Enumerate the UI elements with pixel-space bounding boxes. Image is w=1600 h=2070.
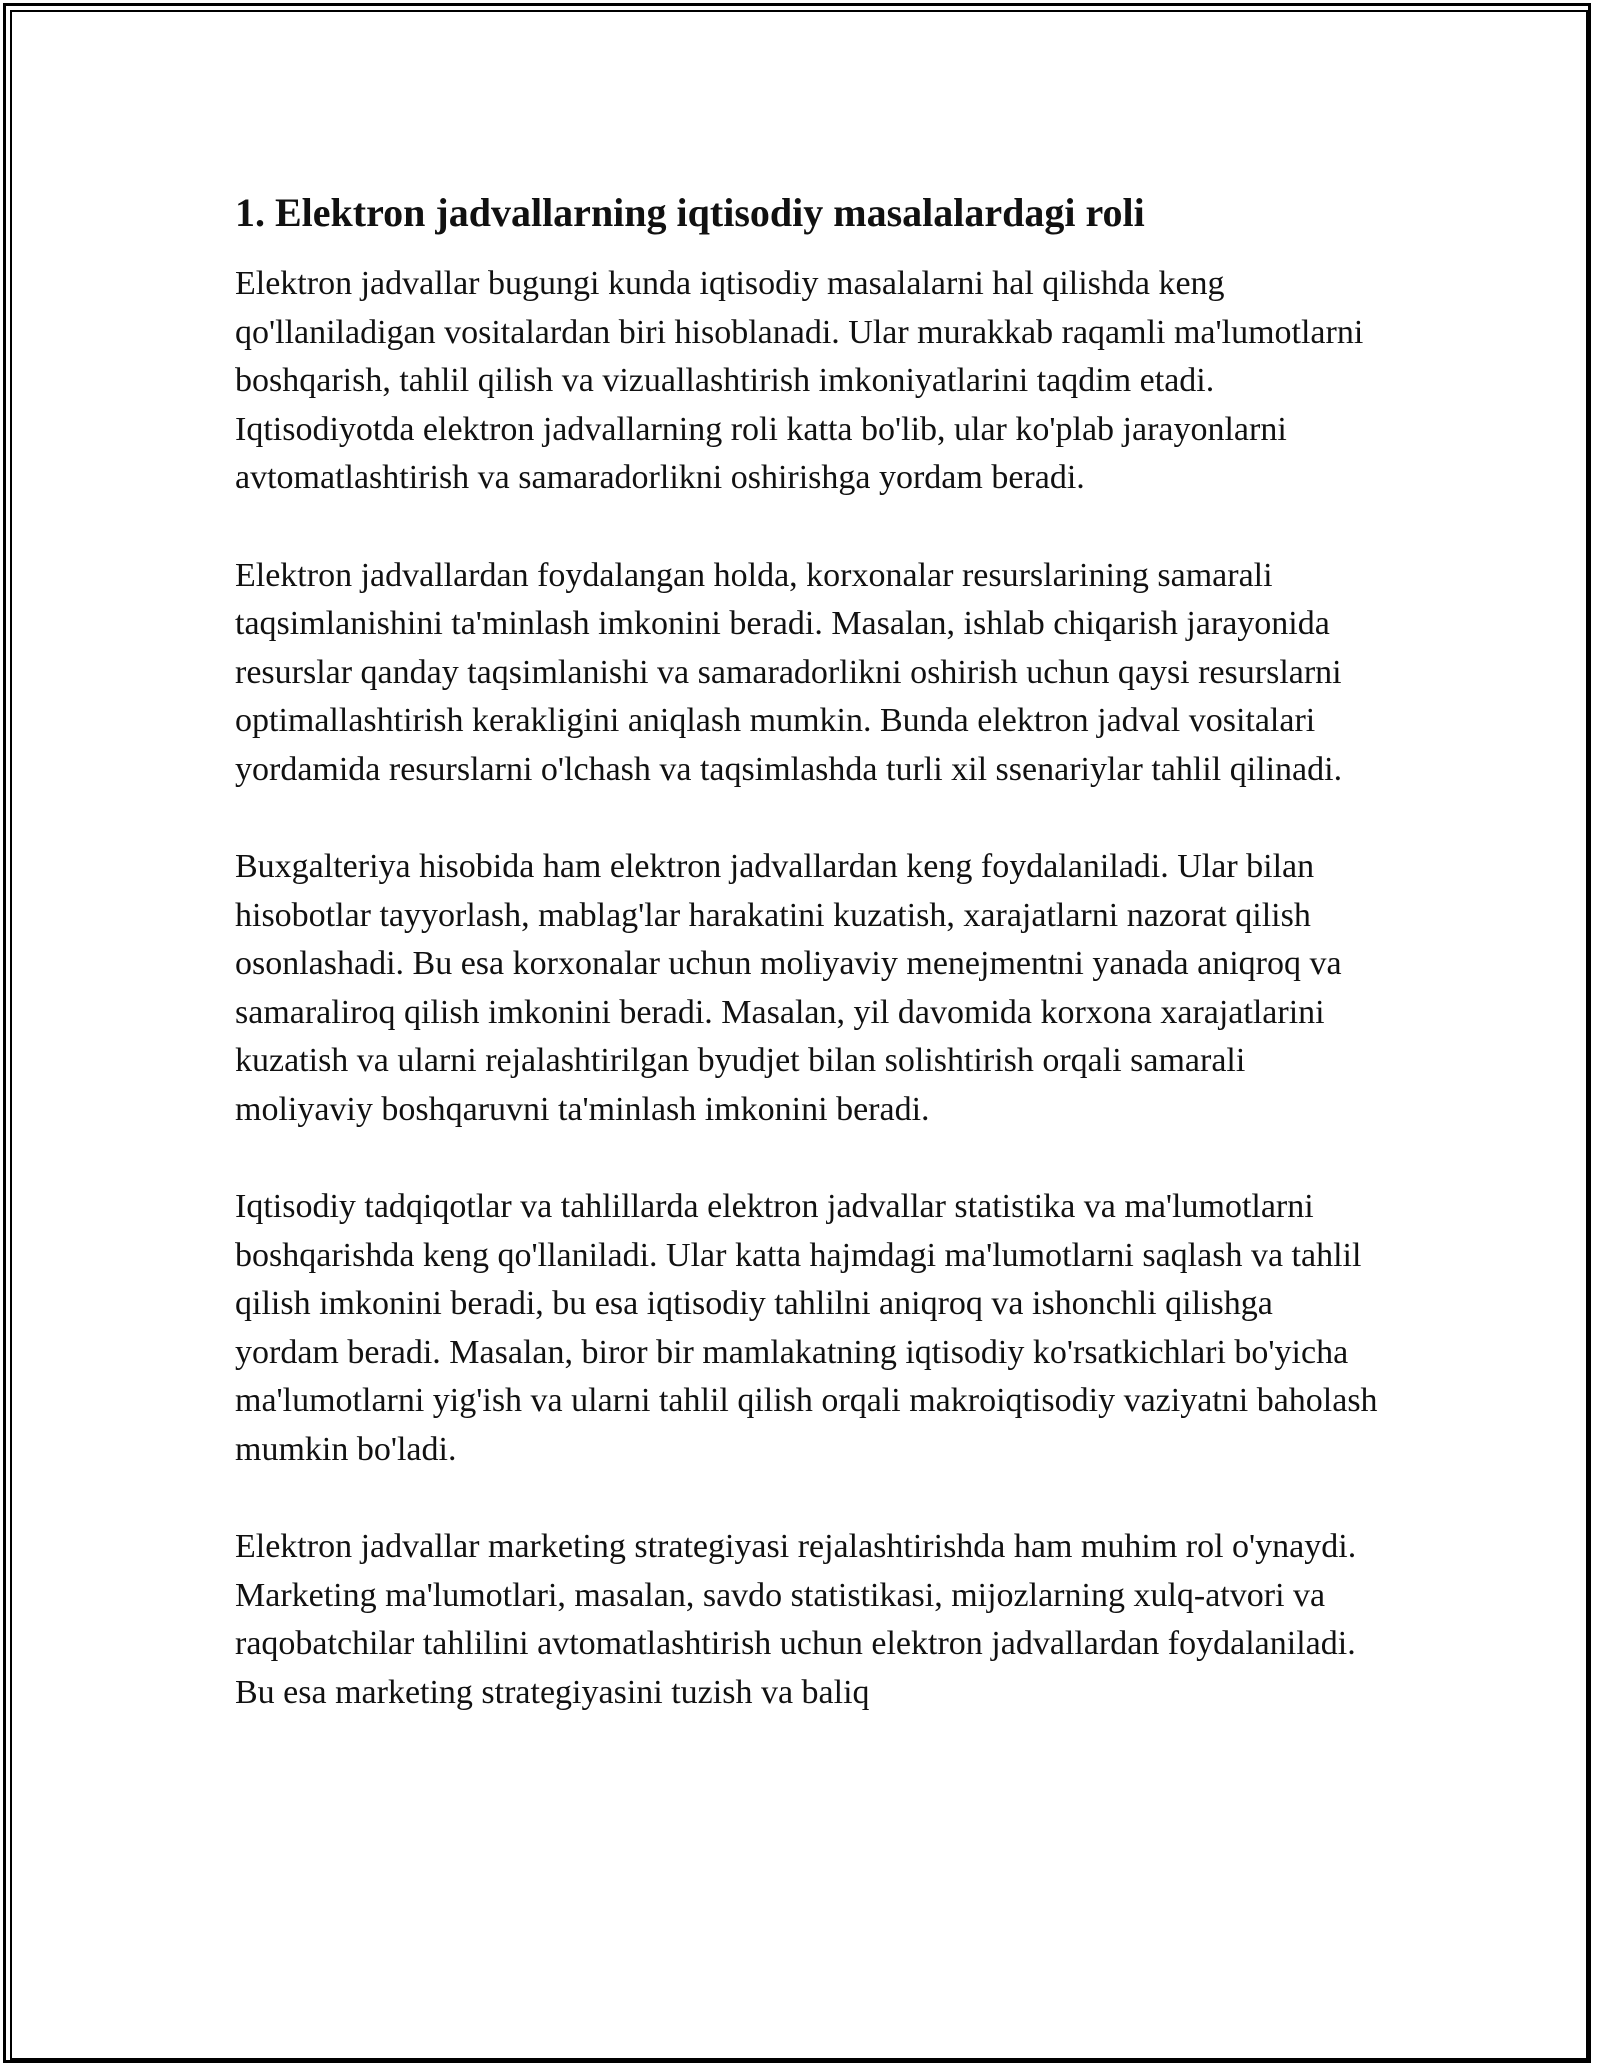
paragraph-4: Iqtisodiy tadqiqotlar va tahlillarda elektron jadvallar statistika va ma'lumotlarni boshqarishda keng qo'llaniladi. Ular katta hajmdagi ma'lumotlarni saqlash va tahlil qilish imkonini beradi, bu esa iqtisodiy tahlilni aniqroq va ishonchli qilishga yordam beradi. Masalan, biror bir mamlakatning iqtisodiy ko'rsatkichlari bo'yicha ma'lumotlarni yig'ish va ularni tahlil qilish orqali makroiqtisodiy vaziyatni baholash mumkin bo'ladi. <box>235 1188 1378 1468</box>
document-body <box>235 186 1385 1766</box>
paragraph-1: Elektron jadvallar bugungi kunda iqtisodiy masalalarni hal qilishda keng qo'llaniladigan vositalardan biri hisoblanadi. Ular murakkab raqamli ma'lumotlarni boshqarish, tahlil qilish va vizuallashtirish imkoniyatlarini taqdim etadi. Iqtisodiyotda elektron jadvallarning roli katta bo'lib, ular ko'plab jarayonlarni avtomatlashtirish va samaradorlikni oshirishga yordam beradi. <box>235 265 1364 496</box>
section-heading: 1. Elektron jadvallarning iqtisodiy masalalardagi roli <box>235 190 1145 235</box>
paragraph-5: Elektron jadvallar marketing strategiyasi rejalashtirishda ham muhim rol o'ynaydi. Marketing ma'lumotlari, masalan, savdo statistikasi, mijozlarning xulq-atvori va raqobatchilar tahlilini avtomatlashtirish uchun elektron jadvallardan foydalaniladi. Bu esa marketing strategiyasini tuzish va baliq <box>235 1528 1357 1711</box>
paragraph-3: Buxgalteriya hisobida ham elektron jadvallardan keng foydalaniladi. Ular bilan hisobotlar tayyorlash, mablag'lar harakatini kuzatish, xarajatlarni nazorat qilish osonlashadi. Bu esa korxonalar uchun moliyaviy menejmentni yanada aniqroq va samaraliroq qilish imkonini beradi. Masalan, yil davomida korxona xarajatlarini kuzatish va ularni rejalashtirilgan byudjet bilan solishtirish orqali samarali moliyaviy boshqaruvni ta'minlash imkonini beradi. <box>235 848 1342 1128</box>
paragraph-2: Elektron jadvallardan foydalangan holda, korxonalar resurslarining samarali taqsimlanishini ta'minlash imkonini beradi. Masalan, ishlab chiqarish jarayonida resurslar qanday taqsimlanishi va samaradorlikni oshirish uchun qaysi resurslarni optimallashtirish kerakligini aniqlash mumkin. Bunda elektron jadval vositalari yordamida resurslarni o'lchash va taqsimlashda turli xil ssenariylar tahlil qilinadi. <box>235 556 1343 788</box>
